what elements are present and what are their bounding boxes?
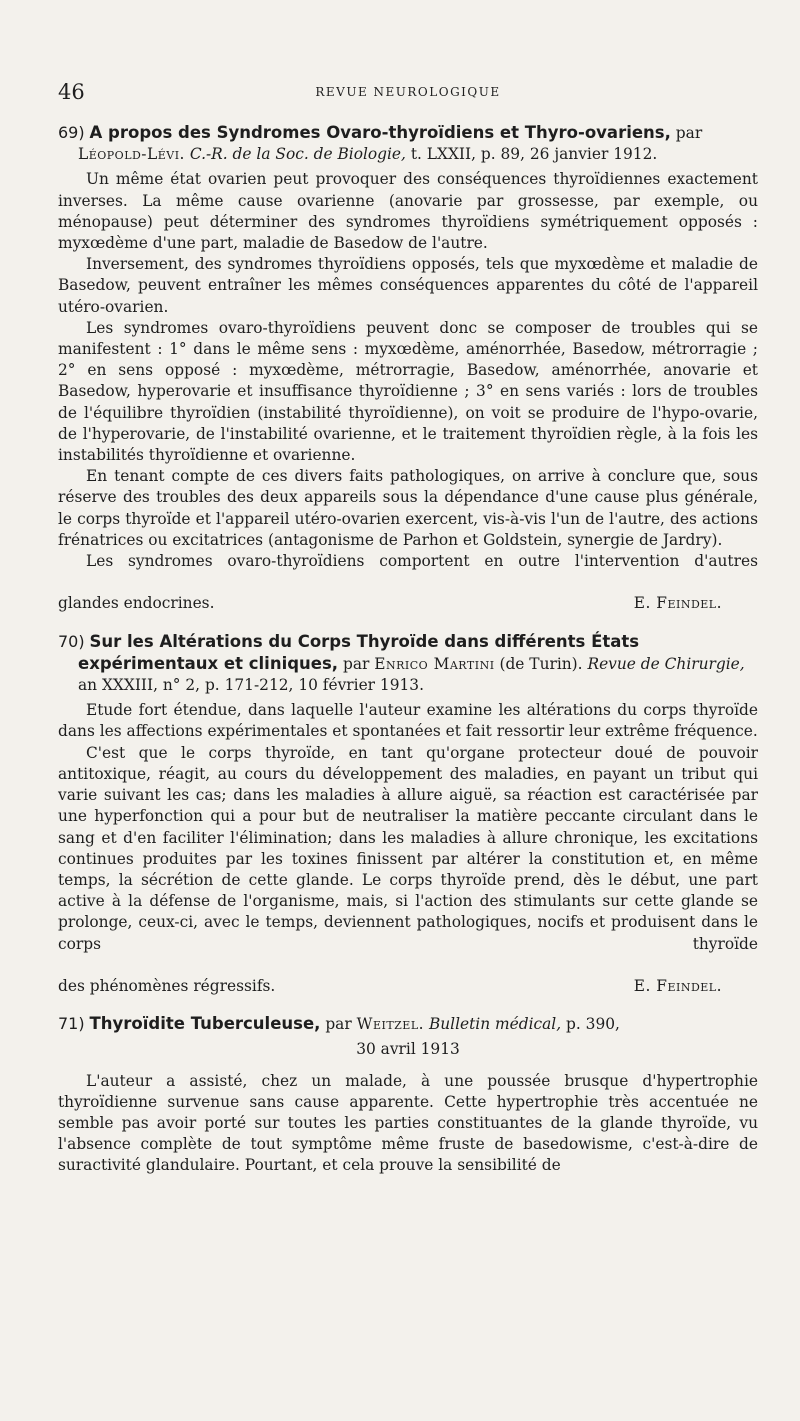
entry-source: C.-R. de la Soc. de Biologie, xyxy=(189,145,406,164)
byline-par: par xyxy=(325,1015,352,1034)
entry-heading xyxy=(58,122,758,165)
entry-number: 71) xyxy=(58,1014,85,1034)
signature-line xyxy=(58,976,758,997)
entry-author: Enrico Martini xyxy=(374,654,495,673)
entry-details: p. 390, xyxy=(566,1015,620,1034)
journal-title: REVUE NEUROLOGIQUE xyxy=(315,85,501,99)
running-head xyxy=(58,80,758,104)
entry-number: 70) xyxy=(58,631,85,651)
paragraph: Un même état ovarien peut provoquer des conséquences thyroïdiennes exactement inverses. La même cause ovarienne (anovarie par grossesse, par exemple, ou ménopause) peut déterminer des syndromes thyroïdiens symétriquement opposés : myxœdème d'une part, maladie de Basedow de l'autre. xyxy=(58,170,758,253)
paragraph: En tenant compte de ces divers faits pathologiques, on arrive à conclure que, sous réserve des troubles des deux appareils sous la dépendance d'une cause plus générale, le corps thyroïde et l'appareil utéro-ovarien exercent, vis-à-vis l'un de l'autre, des actions frénatrices ou excitatrices (antagonisme de Parhon et Goldstein, synergie de Jardry). xyxy=(58,467,758,549)
entry-source: Revue de Chirurgie, xyxy=(587,654,745,673)
entry-heading xyxy=(58,631,758,697)
entry-author: Léopold-Lévi. xyxy=(78,145,185,164)
closing-text: glandes endocrines. xyxy=(58,594,215,613)
entry-number: 69) xyxy=(58,123,85,142)
entry-details: t. LXXII, p. 89, 26 janvier 1912. xyxy=(410,145,658,164)
entry-source: Bulletin médical, xyxy=(428,1015,562,1034)
paragraph: Etude fort étendue, dans laquelle l'auteur examine les altérations du corps thyroïde dans les affections expérimentales et spontanées et fait ressortir leur extrême fréquence. xyxy=(58,701,758,741)
entry-affiliation: (de Turin). xyxy=(499,654,583,673)
reviewer-signature: E. Feindel. xyxy=(633,976,722,995)
entry-title: Sur les Altérations du Corps Thyroïde dans différents États expérimentaux et cliniques, xyxy=(78,631,640,673)
paragraph: L'auteur a assisté, chez un malade, à une poussée brusque d'hypertrophie thyroïdienne survenue sans cause apparente. Cette hypertrophie très accentuée ne semble pas avoir porté sur toutes les parties constituantes de la glande thyroïde, vu l'absence complète de tout symptôme même fruste de basedowisme, c'est-à-dire de suractivité glandulaire. Pourtant, et cela prouve la sensibilité de xyxy=(58,1071,758,1175)
abstract-entry-71 xyxy=(58,1013,758,1176)
page-number: 46 xyxy=(58,80,85,104)
entry-date: 30 avril 1913 xyxy=(356,1040,460,1059)
paragraph: Les syndromes ovaro-thyroïdiens comportent en outre l'intervention d'autres xyxy=(86,552,758,571)
entry-title: Thyroïdite Tuberculeuse, xyxy=(89,1014,321,1034)
reviewer-signature: E. Feindel. xyxy=(633,594,722,613)
closing-text: des phénomènes régressifs. xyxy=(58,976,276,995)
byline-par: par xyxy=(675,124,703,142)
entry-title: A propos des Syndromes Ovaro-thyroïdiens et Thyro-ovariens, xyxy=(89,123,671,142)
abstract-entry-70 xyxy=(58,631,758,997)
entry-heading xyxy=(58,1013,758,1035)
article-body xyxy=(58,122,758,1193)
signature-line xyxy=(58,593,758,614)
byline-par: par xyxy=(342,654,370,673)
paragraph: C'est que le corps thyroïde, en tant qu'organe protecteur doué de pouvoir antitoxique, réagit, au cours du développement des maladies, en payant un tribut qui varie suivant les cas; dans les maladies à allure aiguë, sa réaction est caractérisée par une hyperfonction qui a pour but de neutraliser la matière peccante circulant dans le sang et d'en faciliter l'élimination; dans les maladies à allure chronique, les excitations continues produites par les toxines finissent par altérer la constitution et, en même temps, la sécrétion de cette glande. Le corps thyroïde prend, dès le début, une part active à la défense de l'organisme, mais, si l'action des stimulants sur cette glande se prolonge, ceux-ci, avec le temps, deviennent pathologiques, nocifs et produisent dans le corps thyroïde xyxy=(58,743,758,953)
paragraph: Les syndromes ovaro-thyroïdiens peuvent donc se composer de troubles qui se manifestent : 1° dans le même sens : myxœdème, aménorrhée, Basedow, métrorragie ; 2° en sens opposé : myxœdème, métrorragie, Basedow, aménorrhée, anovarie et Basedow, hyperovarie et insuffisance thyroïdienne ; 3° en sens variés : lors de troubles de l'équilibre thyroïdien (instabilité thyroïdienne), on voit se produire de l'hypo-ovarie, de l'hyperovarie, de l'instabilité ovarienne, et le traitement thyroïdien règle, à la fois les instabilités thyroïdienne et ovarienne. xyxy=(58,318,758,465)
paragraph: Inversement, des syndromes thyroïdiens opposés, tels que myxœdème et maladie de Basedow, peuvent entraîner les mêmes conséquences apparentes du côté de l'appareil utéro-ovarien. xyxy=(58,255,758,316)
abstract-entry-69 xyxy=(58,122,758,615)
entry-details: an XXXIII, n° 2, p. 171-212, 10 février 1913. xyxy=(78,676,424,695)
entry-author: Weitzel. xyxy=(356,1015,425,1034)
